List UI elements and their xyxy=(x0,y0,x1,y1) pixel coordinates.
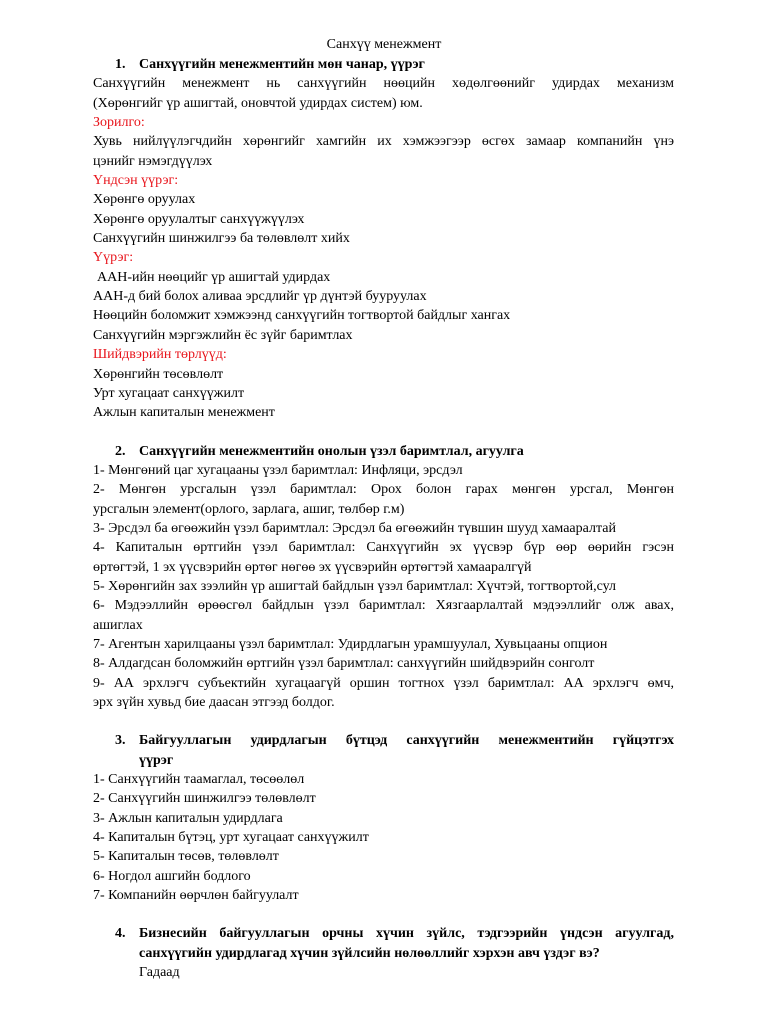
main-tasks-label: Үндсэн үүрэг: xyxy=(93,173,179,189)
section-number: 1. xyxy=(115,57,126,72)
answer-text: Гадаад xyxy=(139,965,180,981)
section-3-heading xyxy=(93,731,674,750)
list-item-continuation: урсгалын элемент(орлого, зарлага, ашиг, төлбөр г.м) xyxy=(93,501,405,517)
section-number: 2. xyxy=(115,443,126,459)
list-item: Хөрөнгө оруулалтыг санхүүжүүлэх xyxy=(93,211,305,227)
section-4-heading xyxy=(93,924,674,943)
list-item-continuation: эрх зүйн хувьд бие даасан этгээд болдог. xyxy=(93,695,335,710)
document-body xyxy=(93,55,674,982)
section-heading-text: Санхүүгийн менежментийн мөн чанар, үүрэг xyxy=(139,57,425,72)
list-item: 5- Капиталын төсөв, төлөвлөлт xyxy=(93,849,279,865)
section-heading-text: үүрэг xyxy=(139,752,174,768)
tasks-label: Үүрэг: xyxy=(93,250,134,266)
list-item: 7- Компанийн өөрчлөн байгуулалт xyxy=(93,888,299,904)
section-3-heading-line-2 xyxy=(93,751,674,770)
section-number: 3. xyxy=(115,733,126,749)
list-item: Ажлын капиталын менежмент xyxy=(93,405,275,421)
list-item: 6- Ногдол ашгийн бодлого xyxy=(93,868,251,884)
list-item: 6- Мэдээллийн өрөөсгөл байдлын үзэл баримтлал: Хязгаарлалтай мэдээллийг олж авах, xyxy=(93,598,674,614)
section-1-heading xyxy=(93,55,674,74)
section-heading-text: Байгууллагын удирдлагын бүтцэд санхүүгийн менежментийн гүйцэтгэх xyxy=(139,733,674,749)
list-item: Санхүүгийн шинжилгээ ба төлөвлөлт хийх xyxy=(93,231,350,247)
section-1-intro-line-1: Санхүүгийн менежмент нь санхүүгийн нөөцийн хөдөлгөөнийг удирдах механизм xyxy=(93,76,674,92)
page-title: Санхүү менежмент xyxy=(326,37,442,52)
list-item: 3- Эрсдэл ба өгөөжийн үзэл баримтлал: Эрсдэл ба өгөөжийн түвшин шууд хамааралтай xyxy=(93,520,616,536)
list-item: 3- Ажлын капиталын удирдлага xyxy=(93,810,283,826)
list-item: 8- Алдагдсан боломжийн өртгийн үзэл баримтлал: санхүүгийн шийдвэрийн сонголт xyxy=(93,656,595,672)
section-2-heading xyxy=(93,442,674,461)
list-item: 2- Санхүүгийн шинжилгээ төлөвлөлт xyxy=(93,791,316,807)
section-4-answer xyxy=(93,963,674,982)
list-item: 5- Хөрөнгийн зах зээлийн үр ашигтай байдлын үзэл баримтлал: Хүчтэй, тогтвортой,сул xyxy=(93,578,617,594)
list-item: Нөөцийн боломжит хэмжээнд санхүүгийн тогтвортой байдлыг хангах xyxy=(93,308,511,324)
decisions-label: Шийдвэрийн төрлүүд: xyxy=(93,347,227,363)
list-item: 4- Капиталын бүтэц, урт хугацаат санхүүжилт xyxy=(93,830,369,846)
section-heading-text: санхүүгийн удирдлагад хүчин зүйлсийн нөлөөллийг хэрхэн авч үздэг вэ? xyxy=(139,945,600,961)
section-1-intro-line-2: (Хөрөнгийг үр ашигтай, оновчтой удирдах систем) юм. xyxy=(93,95,423,111)
list-item-continuation: өртөгтэй, 1 эх үүсвэрийн өртөг нөгөө эх үүсвэрийн өртөгтэй хамааралгүй xyxy=(93,559,532,575)
goal-label: Зорилго: xyxy=(93,115,145,131)
list-item: 4- Капиталын өртгийн үзэл баримтлал: Санхүүгийн эх үүсвэр бүр өөр өөрийн гэсэн xyxy=(93,540,674,556)
list-item: 1- Мөнгөний цаг хугацааны үзэл баримтлал: Инфляци, эрсдэл xyxy=(93,462,463,478)
list-item: Санхүүгийн мэргэжлийн ёс зүйг баримтлах xyxy=(93,327,353,343)
goal-line-1: Хувь нийлүүлэгчдийн хөрөнгийг хамгийн их хэмжээгээр өсгөх замаар компанийн үнэ xyxy=(93,134,674,150)
section-number: 4. xyxy=(115,926,126,942)
list-item: 9- АА эрхлэгч субъектийн хугацаагүй оршин тогтнох үзэл баримтлал: АА эрхлэгч өмч, xyxy=(93,675,674,691)
list-item: Хөрөнгийн төсөвлөлт xyxy=(93,366,224,382)
section-heading-text: Санхүүгийн менежментийн онолын үзэл баримтлал, агуулга xyxy=(139,443,524,459)
list-item: Хөрөнгө оруулах xyxy=(93,192,196,208)
list-item: 2- Мөнгөн урсгалын үзэл баримтлал: Орох болон гарах мөнгөн урсгал, Мөнгөн xyxy=(93,482,674,498)
list-item: 7- Агентын харилцааны үзэл баримтлал: Удирдлагын урамшуулал, Хувьцааны опцион xyxy=(93,636,608,652)
list-item: ААН-ийн нөөцийг үр ашигтай удирдах xyxy=(97,269,331,285)
goal-line-2: цэнийг нэмэгдүүлэх xyxy=(93,153,213,169)
section-heading-text: Бизнесийн байгууллагын орчны хүчин зүйлс, тэдгээрийн үндсэн агуулгад, xyxy=(139,926,674,942)
list-item: ААН-д бий болох аливаа эрсдлийг үр дүнтэй бууруулах xyxy=(93,289,427,305)
list-item: Урт хугацаат санхүүжилт xyxy=(93,385,245,401)
list-item: 1- Санхүүгийн таамаглал, төсөөлөл xyxy=(93,772,305,788)
section-4-heading-line-2 xyxy=(93,944,674,963)
list-item-continuation: ашиглах xyxy=(93,617,143,633)
